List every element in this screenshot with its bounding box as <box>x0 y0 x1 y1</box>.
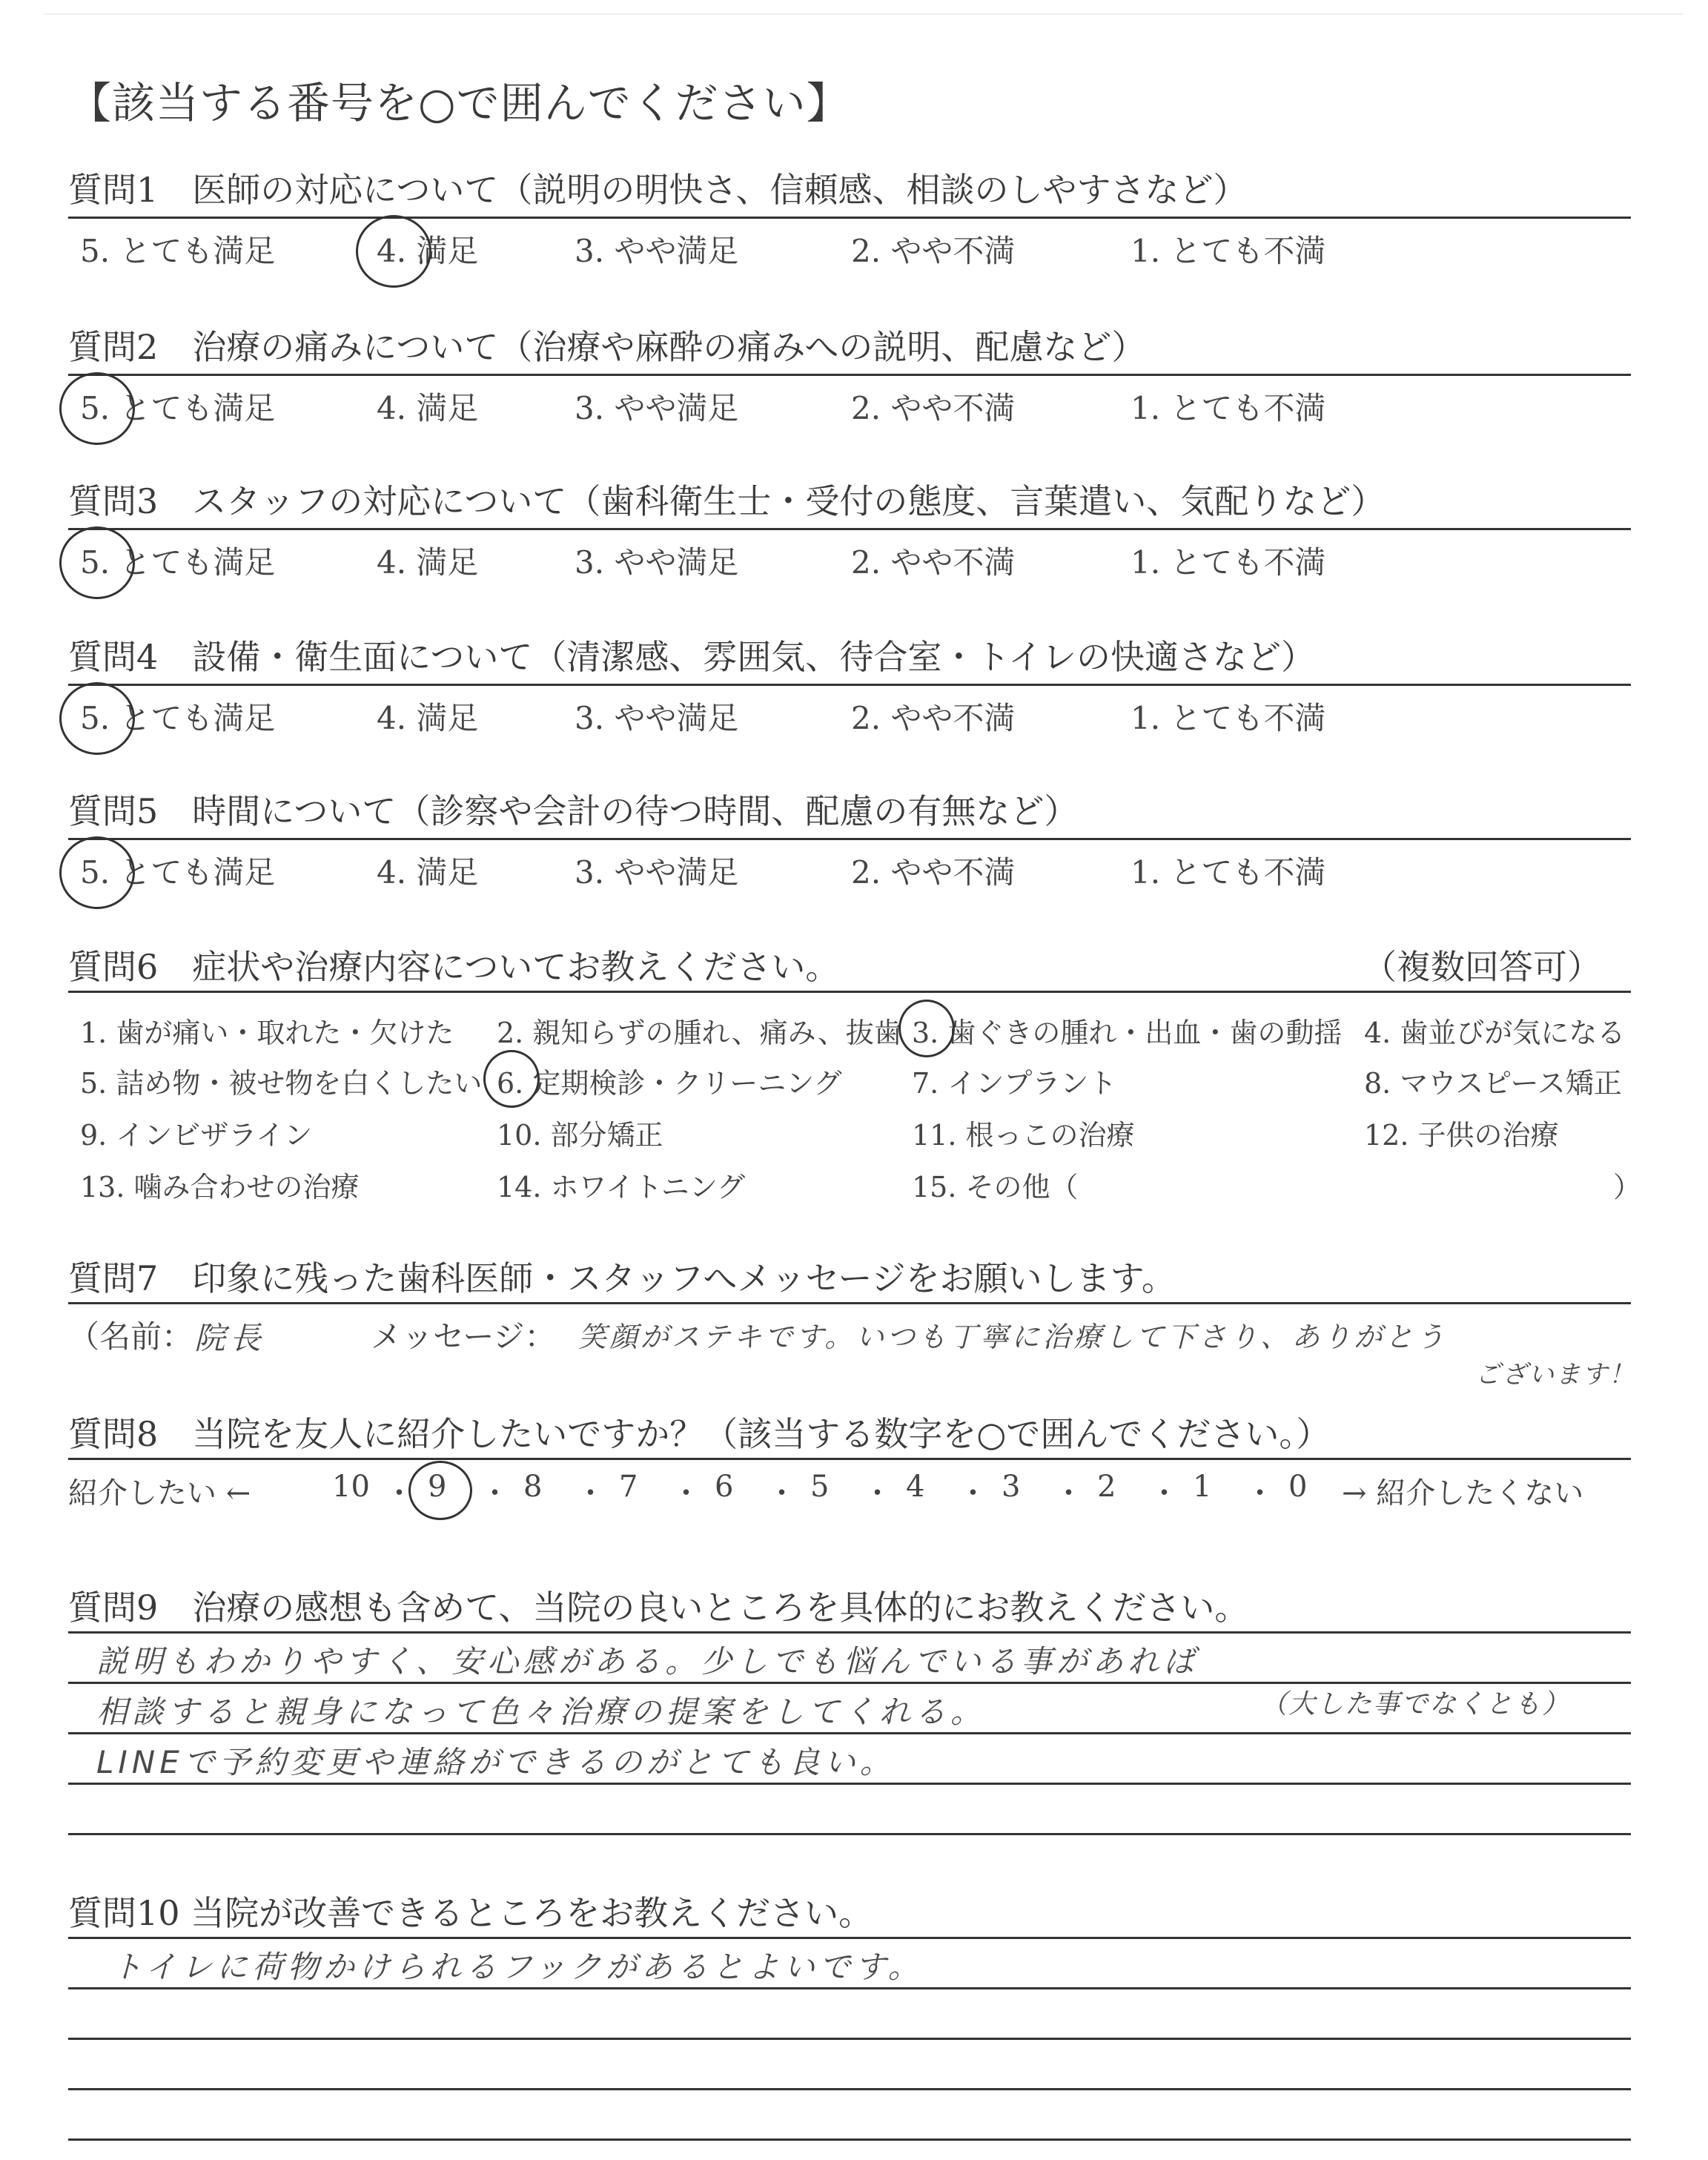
q8-scale-9: 9 <box>428 1470 447 1504</box>
q1-option-1: 1. とても不満 <box>1131 233 1326 269</box>
q3-option-1: 1. とても不満 <box>1131 544 1326 581</box>
q1-option-5: 5. とても満足 <box>80 233 276 269</box>
q2-option-3: 3. やや満足 <box>575 390 739 426</box>
q8-scale-separator: ・ <box>767 1476 797 1510</box>
q4-selection-circle <box>59 682 135 755</box>
q8-scale-separator: ・ <box>1245 1476 1275 1510</box>
q6-option-2: 2. 親知らずの腫れ、痛み、抜歯 <box>497 1017 902 1049</box>
q6-option-6: 6. 定期検診・クリーニング <box>497 1067 842 1100</box>
q9-answer-line-1: 説明もわかりやすく、安心感がある。少しでも悩んでいる事があれば <box>96 1643 1199 1680</box>
q10-answer-line-1: トイレに荷物かけられるフックがあるとよいです。 <box>111 1949 924 1985</box>
q8-scale-6: 6 <box>715 1470 734 1504</box>
q6-option-10: 10. 部分矯正 <box>497 1119 663 1152</box>
q3-option-5: 5. とても満足 <box>80 544 276 581</box>
q6-option-15: 15. その他（ <box>912 1171 1079 1203</box>
q6-option-13: 13. 噛み合わせの治療 <box>80 1171 360 1203</box>
q2-option-1: 1. とても不満 <box>1131 390 1326 426</box>
q3-selection-circle <box>59 526 135 599</box>
q8-left-label: 紹介したい ← <box>68 1476 251 1510</box>
q6-selection-circle-3 <box>898 1000 955 1057</box>
q6-option-5: 5. 詰め物・被せ物を白くしたい <box>80 1067 483 1100</box>
q5-option-1: 1. とても不満 <box>1131 854 1326 891</box>
q9-answer-line-2: 相談すると親身になって色々治療の提案をしてくれる。 <box>96 1694 987 1730</box>
q8-scale-separator: ・ <box>575 1476 606 1510</box>
q2-selection-circle <box>59 372 135 445</box>
q9-rule-2 <box>68 1732 1631 1734</box>
q4-option-5: 5. とても満足 <box>80 700 276 736</box>
q10-title: 質問10 当院が改善できるところをお教えください。 <box>68 1893 873 1933</box>
q6-option-11: 11. 根っこの治療 <box>912 1119 1135 1152</box>
q2-title: 質問2 治療の痛みについて（治療や麻酔の痛みへの説明、配慮など） <box>68 327 1146 367</box>
q7-rule <box>68 1302 1631 1304</box>
q10-rule-3 <box>68 2088 1631 2090</box>
q3-option-3: 3. やや満足 <box>575 544 739 581</box>
q8-title: 質問8 当院を友人に紹介したいですか？（該当する数字を○で囲んでください。） <box>68 1414 1331 1454</box>
q5-option-2: 2. やや不満 <box>851 854 1016 891</box>
q5-rule <box>68 838 1631 840</box>
q6-option-7: 7. インプラント <box>912 1067 1117 1100</box>
q7-message-line-2: ございます！ <box>1475 1360 1635 1390</box>
q8-scale-1: 1 <box>1193 1470 1212 1504</box>
q4-option-3: 3. やや満足 <box>575 700 739 736</box>
q3-option-2: 2. やや不満 <box>851 544 1016 581</box>
q6-selection-circle-6 <box>483 1050 540 1108</box>
q6-note: （複数回答可） <box>1363 947 1601 987</box>
q1-selection-circle <box>356 215 431 288</box>
q8-scale-7: 7 <box>619 1470 638 1504</box>
q10-rule-1 <box>68 1987 1631 1989</box>
q4-option-1: 1. とても不満 <box>1131 700 1326 736</box>
q6-option-1: 1. 歯が痛い・取れた・欠けた <box>80 1017 454 1049</box>
q9-rule-3 <box>68 1783 1631 1785</box>
q9-rule-4 <box>68 1833 1631 1835</box>
q8-scale-2: 2 <box>1097 1470 1116 1504</box>
q7-name-label: （名前： <box>68 1318 193 1355</box>
q10-rule-2 <box>68 2038 1631 2040</box>
q3-rule <box>68 528 1631 530</box>
q2-rule <box>68 374 1631 376</box>
q9-rule-0 <box>68 1631 1631 1634</box>
q6-option-3: 3. 歯ぐきの腫れ・出血・歯の動揺 <box>912 1017 1343 1049</box>
q8-scale-separator: ・ <box>1053 1476 1084 1510</box>
q2-option-2: 2. やや不満 <box>851 390 1016 426</box>
q8-rule <box>68 1458 1631 1460</box>
q6-rule <box>68 991 1631 993</box>
q7-message-label: メッセージ： <box>371 1318 556 1355</box>
q5-title: 質問5 時間について（診察や会計の待つ時間、配慮の有無など） <box>68 791 1079 831</box>
q8-scale-5: 5 <box>810 1470 830 1504</box>
q5-option-5: 5. とても満足 <box>80 854 276 891</box>
q10-rule-0 <box>68 1937 1631 1939</box>
q1-title: 質問1 医師の対応について（説明の明快さ、信頼感、相談のしやすさなど） <box>68 170 1248 210</box>
q8-scale-separator: ・ <box>1149 1476 1179 1510</box>
q5-option-3: 3. やや満足 <box>575 854 739 891</box>
q8-scale-separator: ・ <box>480 1476 510 1510</box>
q4-title: 質問4 設備・衛生面について（清潔感、雰囲気、待合室・トイレの快適さなど） <box>68 637 1316 677</box>
q1-option-3: 3. やや満足 <box>575 233 739 269</box>
q5-option-4: 4. 満足 <box>377 854 479 891</box>
q8-scale-separator: ・ <box>671 1476 701 1510</box>
q8-scale-0: 0 <box>1288 1470 1308 1504</box>
q8-scale-separator: ・ <box>862 1476 893 1510</box>
q8-scale-4: 4 <box>906 1470 925 1504</box>
q6-option-16: ） <box>1613 1171 1642 1203</box>
q6-option-4: 4. 歯並びが気になる <box>1364 1017 1626 1049</box>
q5-selection-circle <box>59 836 135 909</box>
page-title: 【該当する番号を○で囲んでください】 <box>68 78 850 128</box>
q4-option-2: 2. やや不満 <box>851 700 1016 736</box>
q8-right-label: → 紹介したくない <box>1342 1476 1584 1510</box>
q1-rule <box>68 217 1631 219</box>
q1-option-4: 4. 満足 <box>377 233 479 269</box>
q3-title: 質問3 スタッフの対応について（歯科衛生士・受付の態度、言葉遣い、気配りなど） <box>68 481 1386 521</box>
q6-option-9: 9. インビザライン <box>80 1119 313 1152</box>
q4-rule <box>68 684 1631 686</box>
q6-title: 質問6 症状や治療内容についてお教えください。 <box>68 947 840 987</box>
q2-option-5: 5. とても満足 <box>80 390 276 426</box>
q8-scale-separator: ・ <box>384 1476 414 1510</box>
q8-scale-3: 3 <box>1002 1470 1021 1504</box>
q6-option-14: 14. ホワイトニング <box>497 1171 746 1203</box>
q4-option-4: 4. 満足 <box>377 700 479 736</box>
q7-message-line-1: 笑顔がステキです。いつも丁寧に治療して下さり、ありがとう <box>578 1321 1448 1353</box>
q2-option-4: 4. 満足 <box>377 390 479 426</box>
scan-top-edge <box>44 13 1683 15</box>
q7-name-value: 院長 <box>194 1320 266 1356</box>
q1-option-2: 2. やや不満 <box>851 233 1016 269</box>
q9-aside: （大した事でなくとも） <box>1260 1689 1571 1720</box>
q8-scale-separator: ・ <box>958 1476 988 1510</box>
q3-option-4: 4. 満足 <box>377 544 479 581</box>
q8-selection-circle <box>408 1461 472 1520</box>
q7-title: 質問7 印象に残った歯科医師・スタッフへメッセージをお願いします。 <box>68 1258 1176 1298</box>
q9-title: 質問9 治療の感想も含めて、当院の良いところを具体的にお教えください。 <box>68 1588 1249 1628</box>
q8-scale-8: 8 <box>523 1470 543 1504</box>
q6-option-8: 8. マウスピース矯正 <box>1364 1067 1622 1100</box>
q10-rule-4 <box>68 2138 1631 2141</box>
q6-option-12: 12. 子供の治療 <box>1364 1119 1559 1152</box>
q9-answer-line-3: LINEで予約変更や連絡ができるのがとても良い。 <box>96 1744 896 1780</box>
q8-scale-10: 10 <box>332 1470 370 1504</box>
